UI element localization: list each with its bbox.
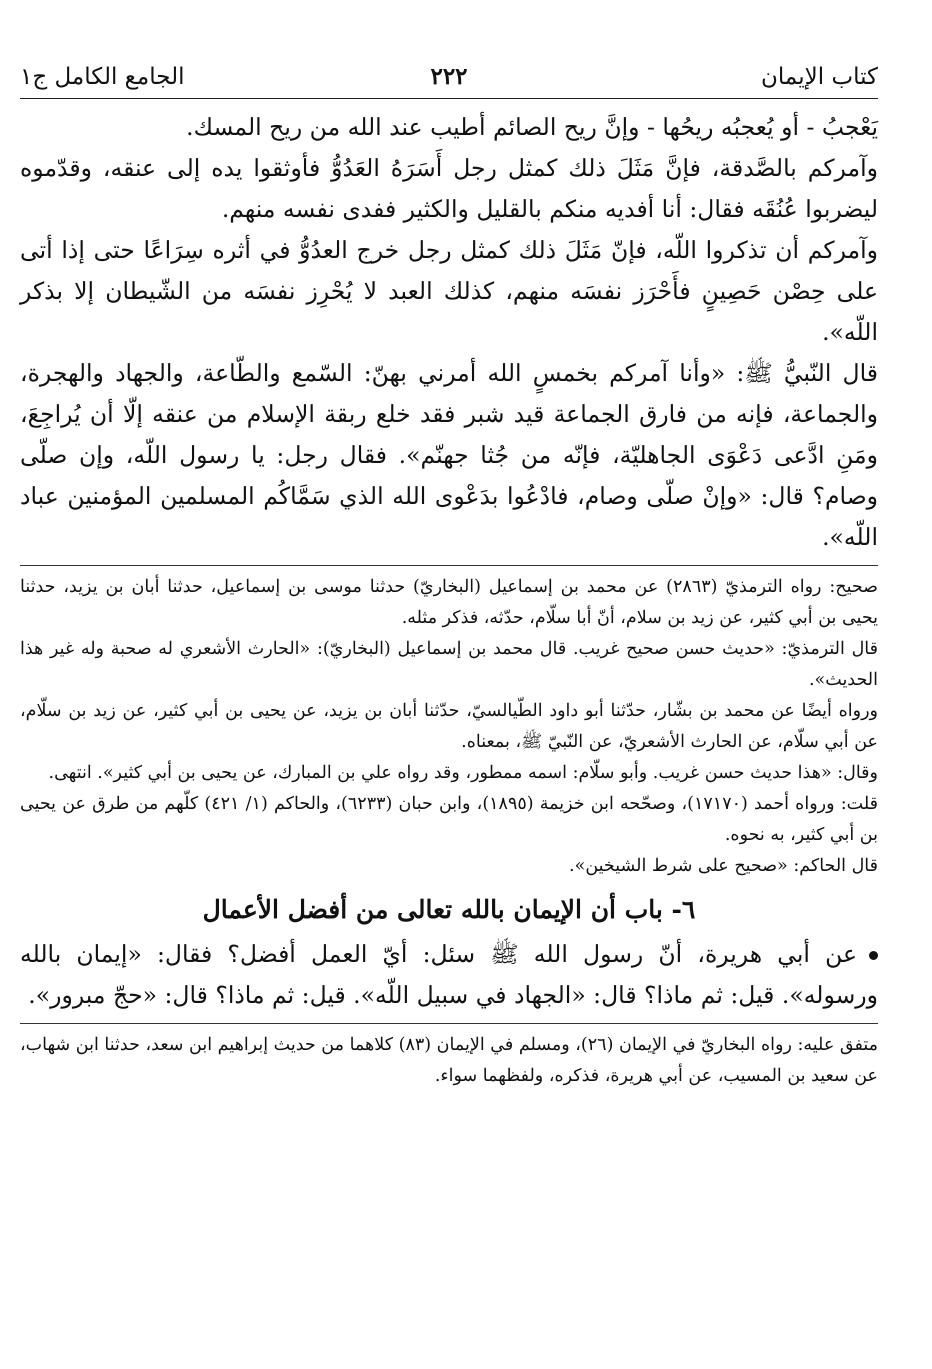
takhrij-notes [20, 572, 878, 882]
takhrij-notes [20, 1030, 878, 1092]
hadith-paragraph [20, 934, 878, 1016]
takhrij-note: قال الحاكم: «صحيح على شرط الشيخين». [569, 856, 878, 876]
takhrij-note: ورواه أيضًا عن محمد بن بشّار، حدّثنا أبو داود الطّيالسيّ، حدّثنا أبان بن يزيد، عن يحيى بن أبي كثير، عن زيد بن سلّام، عن أبي سلّام، عن الحارث الأشعريّ، عن النّبيّ ﷺ، بمعناه. [20, 701, 878, 752]
book-volume-title: الجامع الكامل ج١ [20, 64, 185, 90]
bullet-icon [869, 951, 878, 960]
hadith-paragraph: وآمركم أن تذكروا اللّه، فإنّ مَثَلَ ذلك كمثل رجل خرج العدُوُّ في أثره سِرَاعًا حتى إذا أتى على حِصْن حَصِينٍ فأَحْرَز نفسَه منهم، كذلك العبد لا يُحْرِز نفسَه من الشّيطان إلا بذكر اللّه». [20, 236, 878, 346]
takhrij-note: قلت: ورواه أحمد (١٧١٧٠)، وصحّحه ابن خزيمة (١٨٩٥)، وابن حبان (٦٢٣٣)، والحاكم (١/ ٤٢١) كلّهم من طرق عن يحيى بن أبي كثير، به نحوه. [20, 794, 878, 845]
footnote-divider [20, 1023, 878, 1024]
hadith-paragraph: قال النّبيُّ ﷺ: «وأنا آمركم بخمسٍ الله أمرني بهنّ: السّمع والطّاعة، والجهاد والهجرة، والجماعة، فإنه من فارق الجماعة قيد شبر فقد خلع ربقة الإسلام من عنقه إلّا أن يُراجِعَ، ومَنِ ادَّعى دَعْوَى الجاهليّة، فإنّه من جُثا جهنّم». فقال رجل: يا رسول اللّه، وإن صلّى وصام؟ قال: «وإنْ صلّى وصام، فادْعُوا بدَعْوى الله الذي سَمَّاكُم المسلمين المؤمنين عباد اللّه». [20, 359, 878, 551]
footnote-divider [20, 565, 878, 566]
takhrij-note: متفق عليه: رواه البخاريّ في الإيمان (٢٦)، ومسلم في الإيمان (٨٣) كلاهما من حديث إبراهيم ابن سعد، حدثنا ابن شهاب، عن سعيد بن المسيب، عن أبي هريرة، فذكره، ولفظهما سواء. [20, 1035, 878, 1086]
takhrij-note: وقال: «هذا حديث حسن غريب. وأبو سلّام: اسمه ممطور، وقد رواه علي بن المبارك، عن يحيى بن أبي كثير». انتهى. [48, 763, 878, 783]
book-page [20, 50, 878, 1092]
page-header [20, 50, 878, 99]
takhrij-note: قال الترمذيّ: «حديث حسن صحيح غريب. قال محمد بن إسماعيل (البخاريّ): «الحارث الأشعري له صحبة وله غير هذا الحديث». [20, 639, 878, 690]
hadith-paragraph: وآمركم بالصَّدقة، فإنَّ مَثَلَ ذلك كمثل رجل أَسَرَهُ العَدُوُّ فأوثقوا يده إلى عنقه، وقدّموه ليضربوا عُنُقَه فقال: أنا أفديه منكم بالقليل والكثير ففدى نفسه منهم. [20, 154, 878, 223]
page-number: ٢٢٢ [430, 63, 468, 90]
chapter-heading: ٦- باب أن الإيمان بالله تعالى من أفضل الأعمال [202, 895, 696, 924]
takhrij-note: صحيح: رواه الترمذيّ (٢٨٦٣) عن محمد بن إسماعيل (البخاريّ) حدثنا موسى بن إسماعيل، حدثنا أبان بن يزيد، حدثنا يحيى بن أبي كثير، عن زيد بن سلام، أنّ أبا سلّام، حدّثه، فذكر مثله. [20, 577, 879, 628]
main-text [20, 107, 878, 558]
hadith-text: عن أبي هريرة، أنّ رسول الله ﷺ سئل: أيّ العمل أفضل؟ فقال: «إيمان بالله ورسوله». قيل: ثم ماذا؟ قال: «الجهاد في سبيل اللّه». قيل: ثم ماذا؟ قال: «حجّ مبرور». [20, 940, 878, 1009]
book-section-title: كتاب الإيمان [761, 64, 878, 90]
hadith-paragraph: يَعْجبُ - أو يُعجبُه ريحُها - وإنَّ ريح الصائم أطيب عند الله من ريح المسك. [186, 113, 878, 141]
